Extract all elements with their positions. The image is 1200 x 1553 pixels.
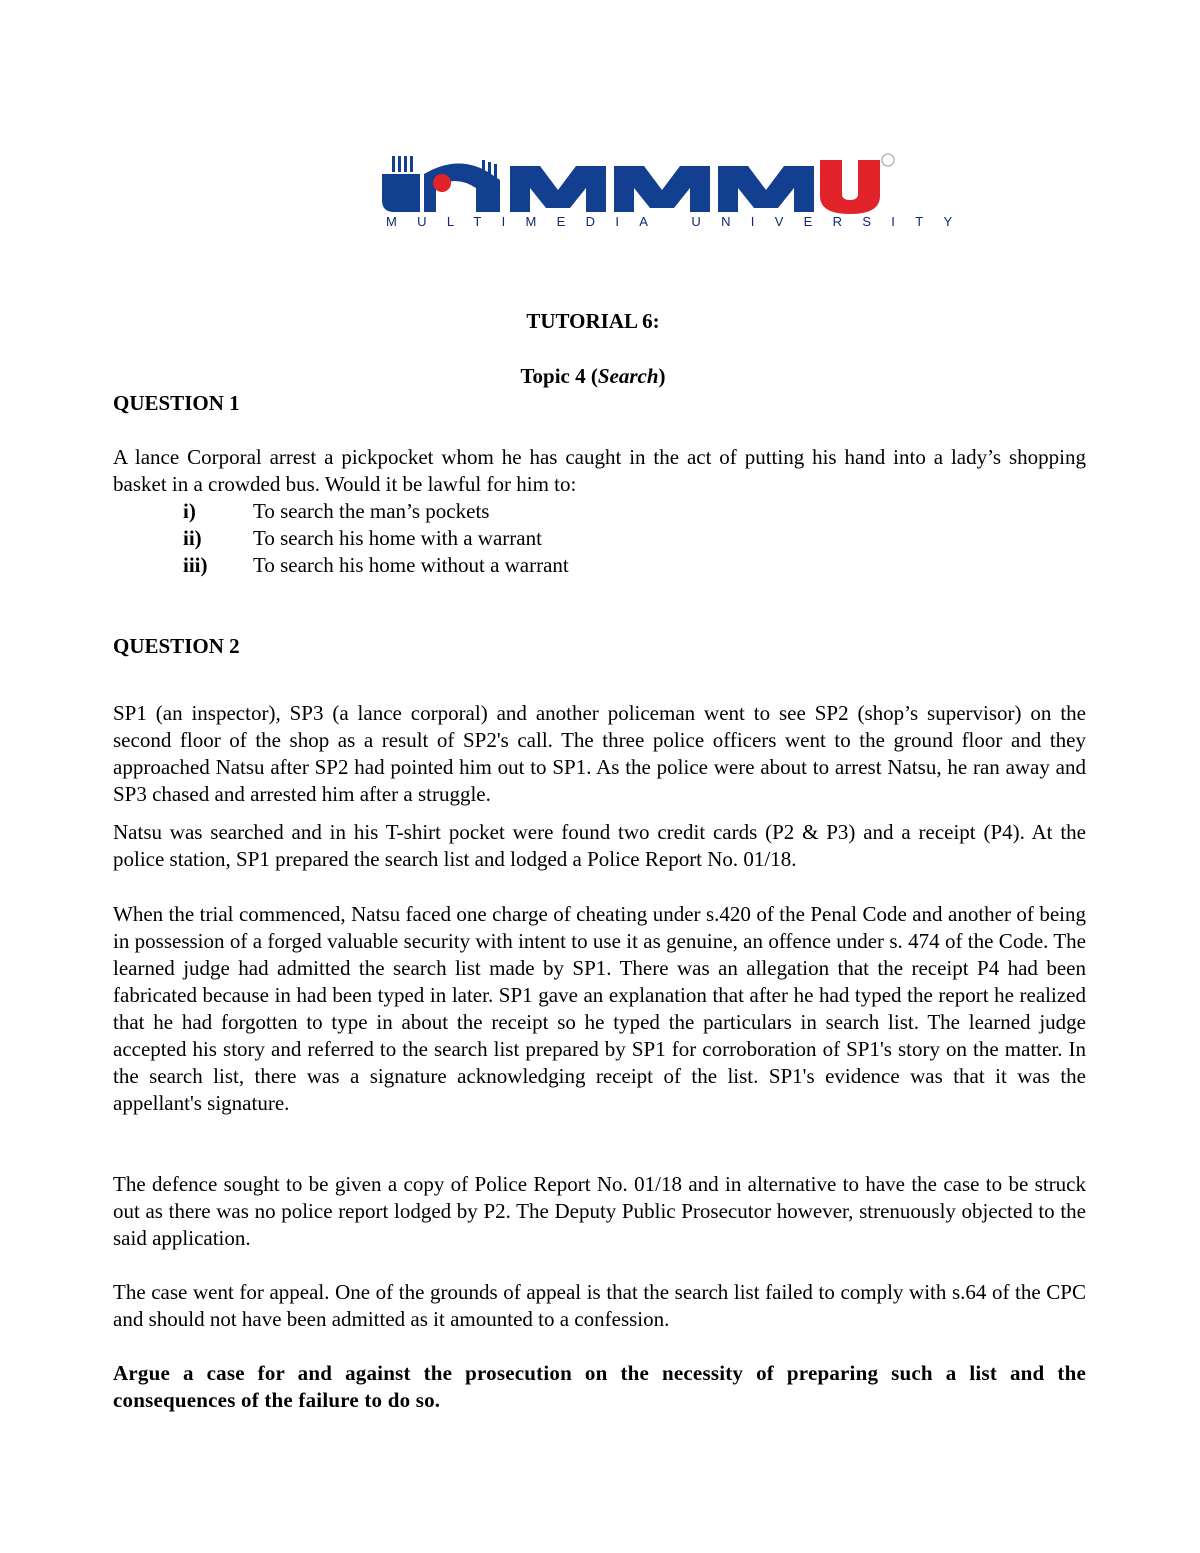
list-item-number: iii): [183, 553, 208, 577]
question1-heading: QUESTION 1: [113, 391, 240, 415]
list-item: [183, 552, 569, 579]
topic-italic: Search: [597, 364, 659, 388]
topic-prefix: Topic 4 (: [520, 364, 598, 388]
list-item-text: To search his home with a warrant: [253, 526, 542, 550]
list-item-text: To search the man’s pockets: [253, 499, 490, 523]
question2-task: Argue a case for and against the prosecution on the necessity of preparing such a list and the consequences of the failure to do so.: [113, 1361, 1086, 1412]
list-item: [183, 525, 569, 552]
question2-paragraph: When the trial commenced, Natsu faced one charge of cheating under s.420 of the Penal Code and another of being in possession of a forged valuable security with intent to use it as genuine, an offence under s. 474 of the Code. The learned judge had admitted the search list made by SP1. There was an allegation that the receipt P4 had been fabricated because in had been typed in later. SP1 gave an explanation that after he had typed the report he realized that he had forgotten to type in about the receipt so he typed the particulars in search list. The learned judge accepted his story and referred to the search list prepared by SP1 for corroboration of SP1's story on the matter. In the search list, there was a signature acknowledging receipt of the list. SP1's evidence was that it was the appellant's signature.: [113, 902, 1086, 1115]
logo-tagline: MULTIMEDIA UNIVERSITY: [386, 214, 973, 229]
question2-paragraph: The defence sought to be given a copy of Police Report No. 01/18 and in alternative to have the case to be struck out as there was no police report lodged by P2. The Deputy Public Prosecutor however, strenuously objected to the said application.: [113, 1172, 1086, 1250]
list-item-text: To search his home without a warrant: [253, 553, 569, 577]
question2-paragraph: The case went for appeal. One of the grounds of appeal is that the search list failed to comply with s.64 of the CPC and should not have been admitted as it amounted to a confession.: [113, 1280, 1086, 1331]
question2-paragraph: Natsu was searched and in his T-shirt pocket were found two credit cards (P2 & P3) and a receipt (P4). At the police station, SP1 prepared the search list and lodged a Police Report No. 01/18.: [113, 820, 1086, 871]
question2-heading: QUESTION 2: [113, 634, 240, 658]
tutorial-title: TUTORIAL 6:: [526, 309, 660, 333]
question2-paragraph: SP1 (an inspector), SP3 (a lance corporal) and another policeman went to see SP2 (shop’s supervisor) on the second floor of the shop as a result of SP2's call. The three police officers went to the ground floor and they approached Natsu after SP2 had pointed him out to SP1. As the police were about to arrest Natsu, he ran away and SP3 chased and arrested him after a struggle.: [113, 701, 1086, 806]
topic-title: [113, 363, 1073, 390]
list-item-number: ii): [183, 526, 202, 550]
list-item-number: i): [183, 499, 196, 523]
list-item: [183, 498, 569, 525]
question1-list: [183, 498, 569, 579]
question1-text: A lance Corporal arrest a pickpocket whom he has caught in the act of putting his hand into a lady’s shopping basket in a crowded bus. Would it be lawful for him to:: [113, 445, 1086, 496]
topic-suffix: ): [658, 364, 666, 388]
